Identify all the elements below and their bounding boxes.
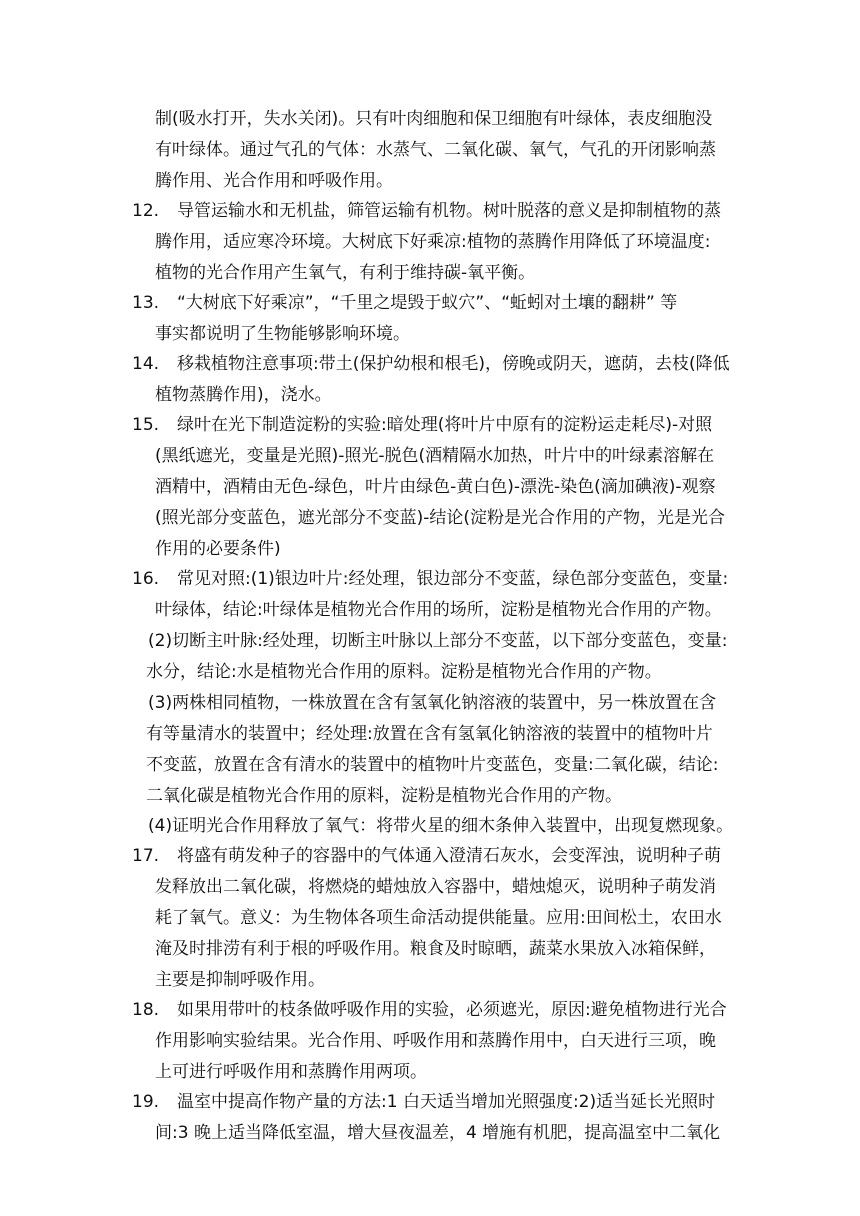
text-line: (黑纸遮光，变量是光照)-照光-脱色(酒精隔水加热，叶片中的叶绿素溶解在 (155, 446, 715, 466)
text-line: 耗了氧气。意义：为生物体各项生命活动提供能量。应用:田间松土，农田水 (155, 908, 722, 928)
text-line: 制(吸水打开，失水关闭)。只有叶肉细胞和保卫细胞有叶绿体，表皮细胞没 (155, 109, 713, 129)
sub-item-line: 有等量清水的装置中；经处理:放置在含有氢氧化钠溶液的装置中的植物叶片 (146, 724, 713, 744)
text-line: 温室中提高作物产量的方法:1 白天适当增加光照强度:2)适当延长光照时 (177, 1092, 716, 1112)
item-number: 19. (132, 1092, 160, 1112)
text-line: 导管运输水和无机盐，筛管运输有机物。树叶脱落的意义是抑制植物的蒸 (177, 201, 721, 221)
text-line: 发释放出二氧化碳，将燃烧的蜡烛放入容器中，蜡烛熄灭，说明种子萌发消 (155, 877, 716, 897)
text-line: 上可进行呼吸作用和蒸腾作用两项。 (155, 1062, 427, 1082)
text-line: 将盛有萌发种子的容器中的气体通入澄清石灰水，会变浑浊，说明种子萌 (177, 846, 721, 866)
item-number: 14. (132, 354, 160, 374)
sub-item-line: 不变蓝，放置在含有清水的装置中的植物叶片变蓝色，变量:二氧化碳，结论: (146, 755, 719, 775)
item-number: 13. (132, 293, 160, 313)
text-line: 常见对照:(1)银边叶片:经处理，银边部分不变蓝，绿色部分变蓝色，变量: (177, 569, 729, 589)
sub-item-line: 水分，结论:水是植物光合作用的原料。淀粉是植物光合作用的产物。 (146, 662, 662, 682)
sub-item-line: (4)证明光合作用释放了氧气：将带火星的细木条伸入装置中，出现复燃现象。 (148, 816, 734, 836)
sub-item-line: (2)切断主叶脉:经处理，切断主叶脉以上部分不变蓝，以下部分变蓝色，变量: (148, 631, 728, 651)
text-line: 移栽植物注意事项:带土(保护幼根和根毛)，傍晚或阴天，遮荫，去枝(降低 (177, 354, 730, 374)
sub-item-line: 二氧化碳是植物光合作用的原料，淀粉是植物光合作用的产物。 (146, 786, 622, 806)
text-line: 主要是抑制呼吸作用。 (155, 970, 325, 990)
sub-item-line: (3)两株相同植物，一株放置在含有氢氧化钠溶液的装置中，另一株放置在含 (148, 693, 717, 713)
text-line: 如果用带叶的枝条做呼吸作用的实验，必须遮光，原因:避免植物进行光合 (177, 1000, 727, 1020)
text-line: 腾作用、光合作用和呼吸作用。 (155, 171, 393, 191)
text-line: 有叶绿体。通过气孔的气体：水蒸气、二氧化碳、氧气，气孔的开闭影响蒸 (155, 140, 716, 160)
item-number: 17. (132, 846, 160, 866)
text-line: (照光部分变蓝色，遮光部分不变蓝)-结论(淀粉是光合作用的产物，光是光合 (155, 508, 726, 528)
text-line: 作用的必要条件) (155, 539, 281, 559)
text-line: 作用影响实验结果。光合作用、呼吸作用和蒸腾作用中，白天进行三项，晚 (155, 1031, 716, 1051)
item-number: 18. (132, 1000, 160, 1020)
text-line: 酒精中，酒精由无色-绿色，叶片由绿色-黄白色)-漂洗-染色(滴加碘液)-观察 (155, 477, 716, 497)
text-line: 淹及时排涝有利于根的呼吸作用。粮食及时晾晒，蔬菜水果放入冰箱保鲜， (155, 939, 716, 959)
item-number: 12. (132, 201, 160, 221)
text-line: “大树底下好乘凉”，“千里之堤毁于蚁穴”、“蚯蚓对土壤的翻耕” 等 (177, 293, 678, 313)
text-line: 事实都说明了生物能够影响环境。 (155, 324, 410, 344)
text-line: 叶绿体，结论:叶绿体是植物光合作用的场所，淀粉是植物光合作用的产物。 (155, 600, 722, 620)
text-line: 间:3 晚上适当降低室温，增大昼夜温差，4 增施有机肥，提高温室中二氧化 (155, 1123, 721, 1143)
text-line: 腾作用，适应寒冷环境。大树底下好乘凉:植物的蒸腾作用降低了环境温度: (155, 232, 711, 252)
item-number: 15. (132, 415, 160, 435)
text-line: 植物的光合作用产生氧气，有利于维持碳-氧平衡。 (155, 263, 536, 283)
text-line: 绿叶在光下制造淀粉的实验:暗处理(将叶片中原有的淀粉运走耗尽)-对照 (177, 415, 713, 435)
text-line: 植物蒸腾作用)，浇水。 (155, 385, 332, 405)
item-number: 16. (132, 569, 160, 589)
